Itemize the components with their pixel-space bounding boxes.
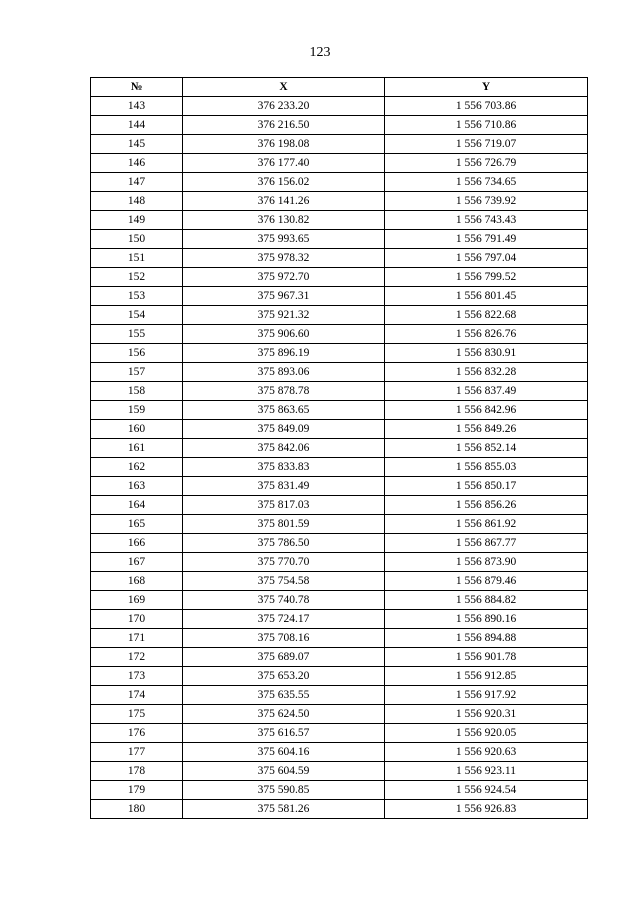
table-row [91, 762, 588, 781]
cell-number: 169 [91, 591, 183, 610]
cell-x: 376 233.20 [183, 97, 385, 116]
cell-y: 1 556 842.96 [385, 401, 588, 420]
table-row [91, 154, 588, 173]
cell-number: 148 [91, 192, 183, 211]
cell-x: 375 770.70 [183, 553, 385, 572]
cell-y: 1 556 920.63 [385, 743, 588, 762]
cell-number: 178 [91, 762, 183, 781]
cell-y: 1 556 879.46 [385, 572, 588, 591]
table-row [91, 477, 588, 496]
cell-y: 1 556 867.77 [385, 534, 588, 553]
cell-x: 375 724.17 [183, 610, 385, 629]
cell-y: 1 556 791.49 [385, 230, 588, 249]
cell-y: 1 556 822.68 [385, 306, 588, 325]
cell-y: 1 556 884.82 [385, 591, 588, 610]
table-row [91, 382, 588, 401]
cell-x: 375 801.59 [183, 515, 385, 534]
table-row [91, 325, 588, 344]
cell-x: 375 863.65 [183, 401, 385, 420]
table-row [91, 401, 588, 420]
cell-x: 375 581.26 [183, 800, 385, 819]
cell-number: 146 [91, 154, 183, 173]
cell-y: 1 556 849.26 [385, 420, 588, 439]
cell-number: 158 [91, 382, 183, 401]
cell-number: 157 [91, 363, 183, 382]
cell-x: 375 833.83 [183, 458, 385, 477]
cell-y: 1 556 861.92 [385, 515, 588, 534]
cell-number: 159 [91, 401, 183, 420]
cell-y: 1 556 890.16 [385, 610, 588, 629]
cell-number: 167 [91, 553, 183, 572]
table-row [91, 610, 588, 629]
cell-number: 154 [91, 306, 183, 325]
cell-number: 156 [91, 344, 183, 363]
cell-x: 375 978.32 [183, 249, 385, 268]
cell-x: 376 156.02 [183, 173, 385, 192]
table-row [91, 97, 588, 116]
cell-x: 375 896.19 [183, 344, 385, 363]
cell-x: 375 842.06 [183, 439, 385, 458]
cell-number: 152 [91, 268, 183, 287]
table-row [91, 515, 588, 534]
table-row [91, 496, 588, 515]
table-row [91, 648, 588, 667]
cell-y: 1 556 912.85 [385, 667, 588, 686]
cell-x: 375 604.16 [183, 743, 385, 762]
table-row [91, 439, 588, 458]
cell-x: 376 216.50 [183, 116, 385, 135]
cell-number: 171 [91, 629, 183, 648]
cell-x: 376 177.40 [183, 154, 385, 173]
cell-x: 375 972.70 [183, 268, 385, 287]
cell-number: 177 [91, 743, 183, 762]
table-row [91, 211, 588, 230]
table-row [91, 667, 588, 686]
cell-number: 173 [91, 667, 183, 686]
cell-y: 1 556 801.45 [385, 287, 588, 306]
cell-x: 376 141.26 [183, 192, 385, 211]
cell-number: 150 [91, 230, 183, 249]
table-row [91, 135, 588, 154]
table-row [91, 572, 588, 591]
cell-x: 375 689.07 [183, 648, 385, 667]
cell-y: 1 556 901.78 [385, 648, 588, 667]
cell-y: 1 556 726.79 [385, 154, 588, 173]
cell-y: 1 556 710.86 [385, 116, 588, 135]
cell-number: 176 [91, 724, 183, 743]
table-row [91, 173, 588, 192]
cell-y: 1 556 852.14 [385, 439, 588, 458]
cell-x: 375 754.58 [183, 572, 385, 591]
cell-number: 165 [91, 515, 183, 534]
cell-number: 153 [91, 287, 183, 306]
cell-y: 1 556 734.65 [385, 173, 588, 192]
cell-number: 143 [91, 97, 183, 116]
cell-x: 375 590.85 [183, 781, 385, 800]
cell-x: 375 708.16 [183, 629, 385, 648]
cell-x: 375 831.49 [183, 477, 385, 496]
cell-number: 160 [91, 420, 183, 439]
table-row [91, 800, 588, 819]
table-row [91, 192, 588, 211]
cell-y: 1 556 797.04 [385, 249, 588, 268]
cell-x: 375 993.65 [183, 230, 385, 249]
cell-x: 375 653.20 [183, 667, 385, 686]
cell-x: 375 616.57 [183, 724, 385, 743]
cell-y: 1 556 894.88 [385, 629, 588, 648]
page-number: 123 [309, 45, 331, 60]
cell-number: 149 [91, 211, 183, 230]
table-row [91, 363, 588, 382]
cell-number: 174 [91, 686, 183, 705]
cell-y: 1 556 799.52 [385, 268, 588, 287]
cell-number: 168 [91, 572, 183, 591]
cell-y: 1 556 924.54 [385, 781, 588, 800]
table-row [91, 553, 588, 572]
column-header-x: X [183, 78, 385, 97]
cell-x: 376 198.08 [183, 135, 385, 154]
table-row [91, 344, 588, 363]
cell-number: 155 [91, 325, 183, 344]
cell-y: 1 556 743.43 [385, 211, 588, 230]
cell-y: 1 556 719.07 [385, 135, 588, 154]
cell-x: 375 786.50 [183, 534, 385, 553]
cell-y: 1 556 926.83 [385, 800, 588, 819]
cell-x: 375 878.78 [183, 382, 385, 401]
table-row [91, 458, 588, 477]
cell-y: 1 556 826.76 [385, 325, 588, 344]
cell-number: 170 [91, 610, 183, 629]
cell-x: 375 604.59 [183, 762, 385, 781]
table-row [91, 591, 588, 610]
table-row [91, 629, 588, 648]
cell-number: 179 [91, 781, 183, 800]
cell-number: 144 [91, 116, 183, 135]
cell-x: 375 921.32 [183, 306, 385, 325]
cell-number: 180 [91, 800, 183, 819]
cell-number: 166 [91, 534, 183, 553]
column-header-number: № [91, 78, 183, 97]
cell-number: 175 [91, 705, 183, 724]
cell-number: 162 [91, 458, 183, 477]
cell-y: 1 556 923.11 [385, 762, 588, 781]
cell-x: 375 740.78 [183, 591, 385, 610]
table-row [91, 116, 588, 135]
cell-x: 375 967.31 [183, 287, 385, 306]
cell-y: 1 556 917.92 [385, 686, 588, 705]
table-row [91, 686, 588, 705]
cell-y: 1 556 837.49 [385, 382, 588, 401]
cell-number: 145 [91, 135, 183, 154]
table-row [91, 249, 588, 268]
cell-y: 1 556 856.26 [385, 496, 588, 515]
table-row [91, 743, 588, 762]
cell-x: 375 635.55 [183, 686, 385, 705]
column-header-y: Y [385, 78, 588, 97]
table-row [91, 230, 588, 249]
cell-x: 375 906.60 [183, 325, 385, 344]
cell-y: 1 556 830.91 [385, 344, 588, 363]
cell-x: 375 817.03 [183, 496, 385, 515]
table-row [91, 268, 588, 287]
table-row [91, 420, 588, 439]
coordinates-table [90, 77, 588, 819]
cell-y: 1 556 920.05 [385, 724, 588, 743]
table-row [91, 287, 588, 306]
cell-y: 1 556 739.92 [385, 192, 588, 211]
cell-number: 172 [91, 648, 183, 667]
cell-y: 1 556 873.90 [385, 553, 588, 572]
cell-y: 1 556 703.86 [385, 97, 588, 116]
table-row [91, 306, 588, 325]
cell-number: 163 [91, 477, 183, 496]
table-row [91, 781, 588, 800]
cell-number: 147 [91, 173, 183, 192]
table-body [91, 97, 588, 819]
cell-y: 1 556 855.03 [385, 458, 588, 477]
cell-x: 375 624.50 [183, 705, 385, 724]
table-header-row [91, 78, 588, 97]
table-row [91, 705, 588, 724]
table-row [91, 534, 588, 553]
cell-y: 1 556 920.31 [385, 705, 588, 724]
cell-x: 376 130.82 [183, 211, 385, 230]
cell-y: 1 556 832.28 [385, 363, 588, 382]
cell-number: 164 [91, 496, 183, 515]
cell-number: 151 [91, 249, 183, 268]
table-row [91, 724, 588, 743]
cell-y: 1 556 850.17 [385, 477, 588, 496]
cell-x: 375 893.06 [183, 363, 385, 382]
cell-x: 375 849.09 [183, 420, 385, 439]
cell-number: 161 [91, 439, 183, 458]
